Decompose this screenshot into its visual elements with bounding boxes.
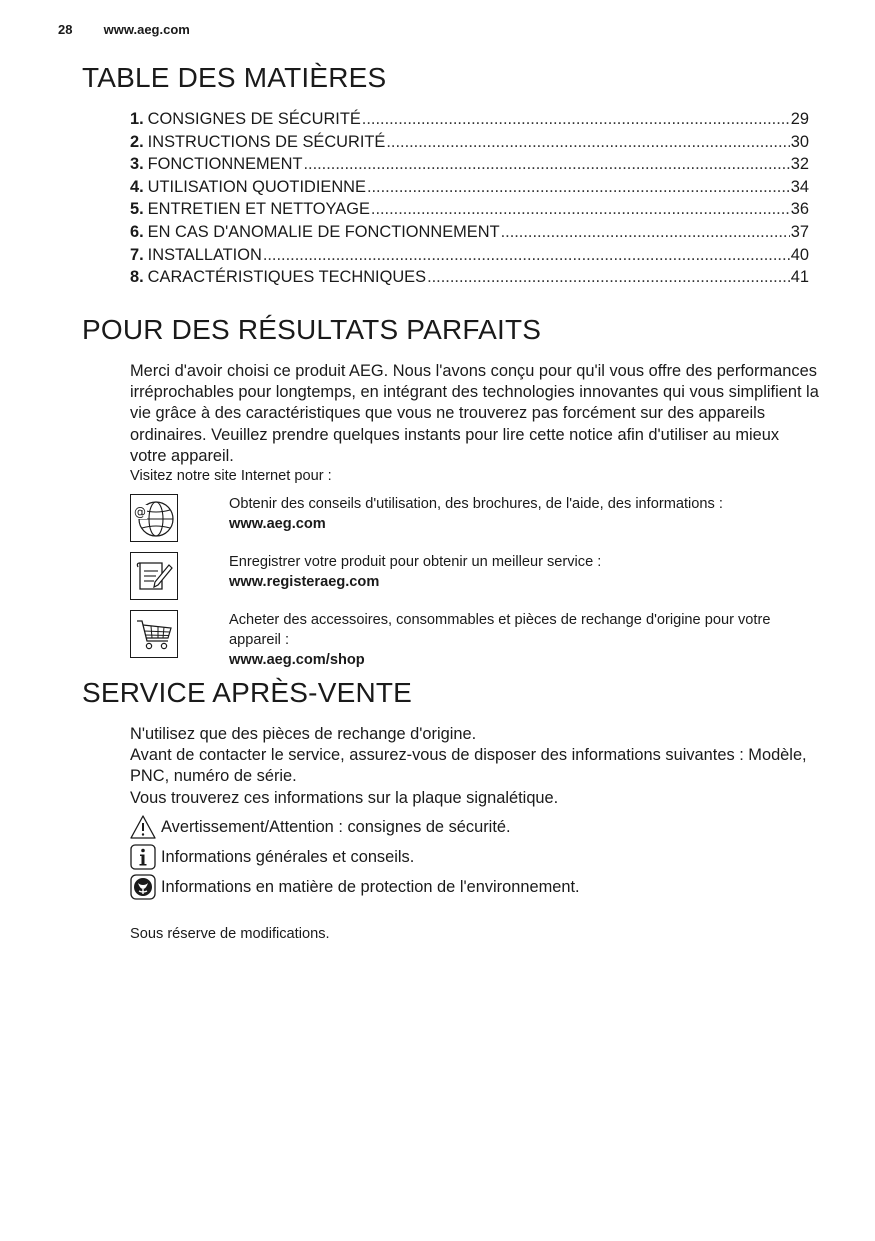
- legend-info: [130, 844, 414, 870]
- link-row-register: [130, 552, 820, 604]
- toc-item[interactable]: 4. UTILISATION QUOTIDIENNE ..... 34: [130, 178, 809, 201]
- service-title: SERVICE APRÈS-VENTE: [82, 677, 413, 708]
- link-url-aeg[interactable]: www.aeg.com: [229, 516, 326, 532]
- link-row-web: [130, 494, 820, 546]
- info-icon: [130, 844, 156, 870]
- link-description: Enregistrer votre produit pour obtenir un meilleur service :: [229, 554, 602, 570]
- toc-item[interactable]: 1. CONSIGNES DE SÉCURITÉ ..... 29: [130, 110, 809, 133]
- link-description: Acheter des accessoires, consommables et pièces de rechange d'origine pour votre appareil :: [229, 612, 771, 648]
- results-title: POUR DES RÉSULTATS PARFAITS: [82, 314, 542, 345]
- visit-label: Visitez notre site Internet pour :: [130, 468, 332, 484]
- service-text: [130, 724, 820, 809]
- toc-title: TABLE DES MATIÈRES: [82, 62, 387, 93]
- toc-item[interactable]: 2. INSTRUCTIONS DE SÉCURITÉ ..... 30: [130, 133, 809, 156]
- table-of-contents: [130, 110, 809, 291]
- svg-text:@: @: [134, 505, 146, 519]
- warning-icon: [130, 814, 156, 840]
- toc-item[interactable]: 7. INSTALLATION ..... 40: [130, 246, 809, 269]
- legend-environment: [130, 874, 580, 900]
- link-row-shop: [130, 610, 820, 668]
- service-line: N'utilisez que des pièces de rechange d'origine.: [130, 725, 477, 743]
- register-icon: [130, 552, 178, 600]
- environment-icon: [130, 874, 156, 900]
- legend-warning: [130, 814, 511, 840]
- cart-icon: [130, 610, 178, 658]
- service-line: Vous trouverez ces informations sur la plaque signalétique.: [130, 788, 559, 807]
- web-icon: [130, 494, 178, 542]
- toc-item[interactable]: 3. FONCTIONNEMENT ..... 32: [130, 155, 809, 178]
- footer-note: Sous réserve de modifications.: [130, 926, 330, 942]
- page-number: 28: [58, 22, 73, 37]
- service-line: Avant de contacter le service, assurez-vous de disposer des informations suivantes : Modèle, PNC, numéro de série.: [130, 746, 807, 786]
- toc-item[interactable]: 5. ENTRETIEN ET NETTOYAGE ..... 36: [130, 200, 809, 223]
- legend-text: Informations en matière de protection de l'environnement.: [161, 877, 580, 896]
- link-url-register[interactable]: www.registeraeg.com: [229, 574, 380, 590]
- link-url-shop[interactable]: www.aeg.com/shop: [229, 652, 365, 668]
- toc-item[interactable]: 8. CARACTÉRISTIQUES TECHNIQUES ..... 41: [130, 268, 809, 291]
- toc-item[interactable]: 6. EN CAS D'ANOMALIE DE FONCTIONNEMENT ..... 37: [130, 223, 809, 246]
- page-header: [58, 22, 190, 37]
- header-site-link[interactable]: www.aeg.com: [103, 22, 190, 37]
- legend-text: Avertissement/Attention : consignes de sécurité.: [161, 817, 511, 836]
- intro-paragraph: Merci d'avoir choisi ce produit AEG. Nous l'avons conçu pour qu'il vous offre des performances irréprochables pour longtemps, en intégrant des technologies innovantes qui vous simplifient la vie grâce à des caractéristiques que vous ne trouverez pas forcément sur des appareils ordinaires. Veuillez prendre quelques instants pour lire cette notice afin d'utiliser au mieux votre appareil.: [130, 362, 819, 465]
- legend-text: Informations générales et conseils.: [161, 847, 415, 866]
- link-description: Obtenir des conseils d'utilisation, des brochures, de l'aide, des informations :: [229, 496, 723, 512]
